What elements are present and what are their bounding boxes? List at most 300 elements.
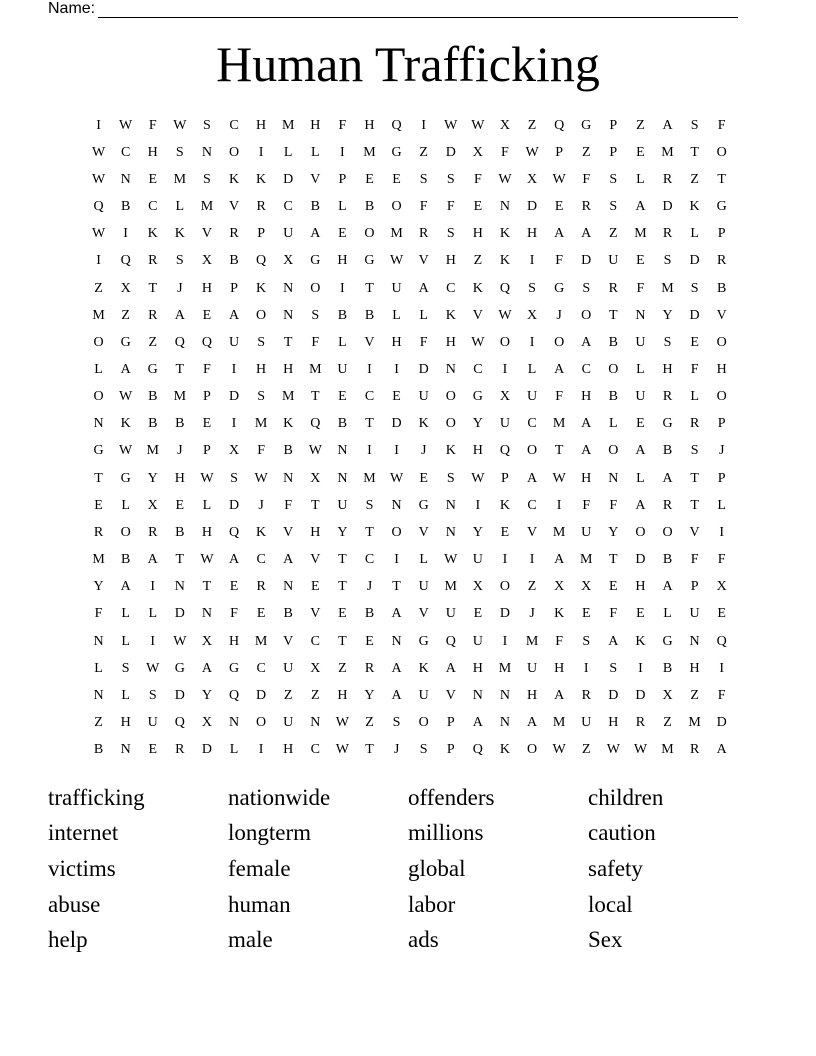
- grid-letter[interactable]: F: [473, 171, 482, 187]
- grid-letter[interactable]: A: [581, 334, 592, 350]
- grid-letter[interactable]: P: [230, 280, 238, 296]
- grid-letter[interactable]: N: [337, 443, 348, 459]
- grid-letter[interactable]: Y: [472, 524, 483, 540]
- grid-letter[interactable]: I: [367, 361, 372, 377]
- grid-letter[interactable]: R: [662, 226, 673, 242]
- grid-letter[interactable]: K: [228, 171, 240, 187]
- grid-letter[interactable]: N: [120, 171, 131, 187]
- grid-letter[interactable]: U: [418, 687, 429, 703]
- grid-letter[interactable]: E: [175, 497, 185, 513]
- grid-letter[interactable]: W: [444, 117, 458, 133]
- grid-letter[interactable]: S: [175, 253, 184, 269]
- grid-letter[interactable]: Q: [93, 199, 104, 215]
- grid-letter[interactable]: W: [633, 742, 648, 758]
- grid-letter[interactable]: V: [418, 253, 429, 269]
- grid-letter[interactable]: N: [499, 715, 511, 731]
- grid-letter[interactable]: L: [419, 307, 428, 323]
- grid-letter[interactable]: N: [201, 144, 212, 160]
- grid-letter[interactable]: H: [581, 389, 592, 405]
- grid-letter[interactable]: D: [228, 389, 240, 405]
- grid-letter[interactable]: J: [393, 742, 400, 758]
- grid-letter[interactable]: E: [473, 606, 483, 622]
- grid-letter[interactable]: L: [94, 361, 103, 377]
- grid-letter[interactable]: Q: [228, 524, 240, 540]
- grid-letter[interactable]: U: [418, 389, 429, 405]
- grid-letter[interactable]: W: [471, 334, 485, 350]
- grid-letter[interactable]: U: [635, 334, 646, 350]
- grid-letter[interactable]: E: [202, 307, 212, 323]
- grid-letter[interactable]: V: [310, 552, 321, 568]
- grid-letter[interactable]: O: [120, 524, 131, 540]
- grid-letter[interactable]: V: [716, 307, 727, 323]
- grid-letter[interactable]: O: [228, 144, 240, 160]
- grid-letter[interactable]: R: [148, 253, 158, 269]
- grid-letter[interactable]: X: [472, 579, 483, 595]
- grid-letter[interactable]: P: [446, 742, 455, 758]
- grid-letter[interactable]: D: [174, 687, 185, 703]
- grid-letter[interactable]: B: [662, 660, 673, 676]
- grid-letter[interactable]: F: [690, 361, 699, 377]
- grid-letter[interactable]: Q: [201, 334, 212, 350]
- grid-letter[interactable]: U: [581, 524, 592, 540]
- grid-letter[interactable]: V: [310, 606, 321, 622]
- grid-letter[interactable]: F: [690, 552, 699, 568]
- grid-letter[interactable]: O: [364, 226, 375, 242]
- grid-letter[interactable]: O: [554, 334, 565, 350]
- grid-letter[interactable]: G: [391, 144, 402, 160]
- grid-letter[interactable]: K: [418, 660, 429, 676]
- grid-letter[interactable]: D: [581, 253, 592, 269]
- grid-letter[interactable]: L: [636, 361, 645, 377]
- grid-letter[interactable]: E: [419, 470, 428, 486]
- grid-letter[interactable]: X: [228, 443, 240, 459]
- grid-letter[interactable]: R: [662, 497, 673, 513]
- grid-letter[interactable]: W: [498, 171, 512, 187]
- grid-letter[interactable]: H: [228, 633, 240, 649]
- grid-letter[interactable]: H: [283, 361, 294, 377]
- grid-letter[interactable]: N: [608, 470, 619, 486]
- grid-letter[interactable]: D: [608, 687, 619, 703]
- grid-letter[interactable]: U: [337, 361, 348, 377]
- grid-letter[interactable]: L: [690, 389, 699, 405]
- grid-letter[interactable]: I: [258, 742, 264, 758]
- grid-letter[interactable]: T: [554, 443, 564, 459]
- grid-letter[interactable]: R: [689, 416, 700, 432]
- grid-letter[interactable]: L: [690, 226, 699, 242]
- grid-letter[interactable]: H: [635, 579, 646, 595]
- grid-letter[interactable]: E: [636, 253, 645, 269]
- grid-letter[interactable]: W: [552, 171, 566, 187]
- grid-letter[interactable]: O: [608, 361, 619, 377]
- grid-letter[interactable]: Z: [148, 334, 158, 350]
- grid-letter[interactable]: Q: [499, 280, 511, 296]
- grid-letter[interactable]: L: [175, 199, 185, 215]
- grid-letter[interactable]: M: [173, 171, 187, 187]
- grid-letter[interactable]: W: [471, 470, 485, 486]
- grid-letter[interactable]: Q: [445, 633, 456, 649]
- grid-letter[interactable]: D: [716, 715, 727, 731]
- grid-letter[interactable]: I: [231, 361, 237, 377]
- grid-letter[interactable]: W: [552, 742, 566, 758]
- grid-letter[interactable]: E: [636, 606, 645, 622]
- grid-letter[interactable]: Z: [581, 144, 591, 160]
- grid-letter[interactable]: I: [340, 280, 345, 296]
- grid-letter[interactable]: B: [364, 606, 375, 622]
- grid-letter[interactable]: X: [310, 660, 321, 676]
- grid-letter[interactable]: F: [338, 117, 347, 133]
- grid-letter[interactable]: M: [281, 117, 295, 133]
- grid-letter[interactable]: L: [121, 497, 130, 513]
- grid-letter[interactable]: W: [146, 660, 160, 676]
- grid-letter[interactable]: H: [201, 524, 212, 540]
- grid-letter[interactable]: G: [662, 416, 673, 432]
- grid-letter[interactable]: A: [201, 660, 212, 676]
- grid-letter[interactable]: A: [174, 307, 185, 323]
- grid-letter[interactable]: I: [475, 497, 481, 513]
- grid-letter[interactable]: T: [311, 497, 320, 513]
- grid-letter[interactable]: A: [581, 443, 592, 459]
- grid-letter[interactable]: S: [663, 253, 672, 269]
- grid-letter[interactable]: S: [365, 497, 374, 513]
- grid-letter[interactable]: A: [228, 307, 240, 323]
- grid-letter[interactable]: V: [201, 226, 212, 242]
- grid-letter[interactable]: E: [500, 524, 510, 540]
- grid-letter[interactable]: G: [418, 497, 429, 513]
- grid-letter[interactable]: N: [283, 579, 294, 595]
- grid-letter[interactable]: P: [338, 171, 347, 187]
- grid-letter[interactable]: T: [94, 470, 103, 486]
- grid-letter[interactable]: K: [256, 524, 267, 540]
- grid-letter[interactable]: J: [366, 579, 373, 595]
- grid-letter[interactable]: A: [228, 552, 240, 568]
- grid-letter[interactable]: U: [499, 416, 511, 432]
- grid-letter[interactable]: J: [177, 280, 183, 296]
- grid-letter[interactable]: E: [473, 199, 483, 215]
- grid-letter[interactable]: A: [554, 552, 565, 568]
- grid-letter[interactable]: A: [662, 579, 673, 595]
- grid-letter[interactable]: X: [283, 253, 294, 269]
- grid-letter[interactable]: L: [419, 552, 428, 568]
- grid-letter[interactable]: X: [526, 171, 538, 187]
- grid-letter[interactable]: H: [554, 660, 565, 676]
- grid-letter[interactable]: W: [119, 117, 133, 133]
- grid-letter[interactable]: W: [606, 742, 620, 758]
- grid-letter[interactable]: T: [175, 552, 185, 568]
- grid-letter[interactable]: Z: [527, 117, 537, 133]
- grid-letter[interactable]: M: [661, 742, 674, 758]
- grid-letter[interactable]: C: [527, 416, 537, 432]
- grid-letter[interactable]: O: [93, 334, 104, 350]
- grid-letter[interactable]: N: [283, 280, 294, 296]
- grid-letter[interactable]: H: [716, 361, 727, 377]
- grid-letter[interactable]: G: [418, 633, 429, 649]
- grid-letter[interactable]: M: [552, 416, 566, 432]
- grid-letter[interactable]: O: [716, 389, 727, 405]
- grid-letter[interactable]: Z: [473, 253, 483, 269]
- grid-letter[interactable]: B: [283, 443, 293, 459]
- grid-letter[interactable]: K: [418, 416, 429, 432]
- grid-letter[interactable]: W: [471, 117, 485, 133]
- grid-letter[interactable]: A: [472, 715, 483, 731]
- grid-letter[interactable]: I: [340, 144, 345, 160]
- grid-letter[interactable]: P: [203, 389, 211, 405]
- grid-letter[interactable]: X: [526, 307, 538, 323]
- grid-letter[interactable]: L: [527, 361, 537, 377]
- grid-letter[interactable]: X: [554, 579, 565, 595]
- grid-letter[interactable]: E: [392, 389, 401, 405]
- grid-letter[interactable]: A: [635, 443, 646, 459]
- grid-letter[interactable]: Z: [311, 687, 320, 703]
- grid-letter[interactable]: H: [147, 144, 158, 160]
- grid-letter[interactable]: W: [173, 633, 187, 649]
- grid-letter[interactable]: R: [635, 715, 646, 731]
- grid-letter[interactable]: L: [636, 171, 645, 187]
- grid-letter[interactable]: H: [689, 660, 700, 676]
- grid-letter[interactable]: E: [690, 334, 699, 350]
- grid-letter[interactable]: X: [499, 117, 511, 133]
- grid-letter[interactable]: F: [717, 117, 726, 133]
- grid-letter[interactable]: N: [445, 361, 456, 377]
- grid-letter[interactable]: X: [716, 579, 727, 595]
- grid-letter[interactable]: Q: [310, 416, 321, 432]
- grid-letter[interactable]: K: [499, 253, 511, 269]
- grid-letter[interactable]: Y: [364, 687, 375, 703]
- grid-letter[interactable]: L: [636, 470, 645, 486]
- grid-letter[interactable]: N: [310, 715, 321, 731]
- grid-letter[interactable]: D: [391, 416, 402, 432]
- grid-letter[interactable]: R: [229, 226, 239, 242]
- grid-letter[interactable]: M: [634, 226, 647, 242]
- grid-letter[interactable]: Z: [690, 171, 699, 187]
- grid-letter[interactable]: X: [120, 280, 131, 296]
- grid-letter[interactable]: F: [148, 117, 157, 133]
- grid-letter[interactable]: S: [446, 226, 455, 242]
- grid-letter[interactable]: S: [175, 144, 184, 160]
- grid-letter[interactable]: H: [391, 334, 402, 350]
- grid-letter[interactable]: H: [472, 660, 483, 676]
- grid-letter[interactable]: E: [338, 389, 347, 405]
- grid-letter[interactable]: M: [92, 307, 105, 323]
- grid-letter[interactable]: I: [638, 660, 643, 676]
- grid-letter[interactable]: Z: [365, 715, 374, 731]
- grid-letter[interactable]: A: [526, 715, 538, 731]
- grid-letter[interactable]: T: [338, 552, 347, 568]
- grid-letter[interactable]: E: [229, 579, 239, 595]
- grid-letter[interactable]: M: [525, 633, 539, 649]
- grid-letter[interactable]: N: [93, 687, 104, 703]
- grid-letter[interactable]: C: [527, 497, 537, 513]
- grid-letter[interactable]: I: [96, 117, 101, 133]
- grid-letter[interactable]: V: [283, 524, 294, 540]
- grid-letter[interactable]: V: [310, 171, 321, 187]
- grid-letter[interactable]: O: [499, 334, 511, 350]
- grid-letter[interactable]: A: [391, 606, 402, 622]
- grid-letter[interactable]: W: [254, 470, 268, 486]
- grid-letter[interactable]: D: [445, 144, 456, 160]
- grid-letter[interactable]: J: [177, 443, 183, 459]
- grid-letter[interactable]: G: [554, 280, 565, 296]
- grid-letter[interactable]: T: [392, 579, 401, 595]
- grid-letter[interactable]: K: [445, 443, 456, 459]
- grid-letter[interactable]: H: [256, 117, 267, 133]
- grid-letter[interactable]: J: [420, 443, 427, 459]
- grid-letter[interactable]: S: [609, 199, 618, 215]
- grid-letter[interactable]: D: [283, 171, 294, 187]
- grid-letter[interactable]: H: [445, 334, 456, 350]
- grid-letter[interactable]: C: [310, 633, 320, 649]
- grid-letter[interactable]: B: [310, 199, 320, 215]
- grid-letter[interactable]: M: [281, 389, 295, 405]
- grid-letter[interactable]: T: [338, 633, 347, 649]
- grid-letter[interactable]: A: [662, 470, 673, 486]
- grid-letter[interactable]: G: [310, 253, 321, 269]
- grid-letter[interactable]: I: [719, 660, 725, 676]
- grid-letter[interactable]: U: [418, 579, 429, 595]
- grid-letter[interactable]: F: [419, 334, 428, 350]
- grid-letter[interactable]: C: [148, 199, 158, 215]
- grid-letter[interactable]: I: [367, 443, 372, 459]
- grid-letter[interactable]: I: [150, 579, 156, 595]
- grid-letter[interactable]: G: [716, 199, 727, 215]
- grid-letter[interactable]: R: [256, 579, 266, 595]
- grid-letter[interactable]: B: [148, 389, 158, 405]
- grid-letter[interactable]: D: [499, 606, 511, 622]
- grid-letter[interactable]: T: [148, 280, 158, 296]
- grid-letter[interactable]: E: [148, 742, 158, 758]
- grid-letter[interactable]: D: [256, 687, 267, 703]
- grid-letter[interactable]: G: [93, 443, 104, 459]
- grid-letter[interactable]: N: [228, 715, 240, 731]
- grid-letter[interactable]: G: [581, 117, 592, 133]
- grid-letter[interactable]: N: [689, 633, 700, 649]
- grid-letter[interactable]: O: [418, 715, 429, 731]
- grid-letter[interactable]: Z: [636, 117, 645, 133]
- grid-letter[interactable]: W: [173, 117, 187, 133]
- grid-letter[interactable]: U: [283, 226, 294, 242]
- grid-letter[interactable]: V: [472, 307, 483, 323]
- grid-letter[interactable]: M: [254, 633, 268, 649]
- grid-letter[interactable]: G: [147, 361, 158, 377]
- grid-letter[interactable]: T: [365, 416, 374, 432]
- grid-letter[interactable]: L: [609, 416, 618, 432]
- grid-letter[interactable]: O: [499, 579, 511, 595]
- grid-letter[interactable]: L: [717, 497, 726, 513]
- grid-letter[interactable]: S: [446, 171, 455, 187]
- grid-letter[interactable]: O: [256, 307, 267, 323]
- grid-letter[interactable]: M: [254, 416, 268, 432]
- grid-letter[interactable]: R: [581, 199, 591, 215]
- grid-letter[interactable]: T: [338, 579, 347, 595]
- grid-letter[interactable]: F: [419, 199, 428, 215]
- grid-letter[interactable]: F: [311, 334, 320, 350]
- grid-letter[interactable]: B: [608, 334, 618, 350]
- grid-letter[interactable]: U: [689, 606, 700, 622]
- grid-letter[interactable]: Q: [174, 715, 185, 731]
- grid-letter[interactable]: A: [608, 633, 619, 649]
- grid-letter[interactable]: Y: [147, 470, 158, 486]
- grid-letter[interactable]: E: [202, 416, 212, 432]
- grid-letter[interactable]: W: [525, 144, 539, 160]
- grid-letter[interactable]: E: [338, 606, 347, 622]
- grid-letter[interactable]: D: [635, 687, 646, 703]
- grid-letter[interactable]: A: [716, 742, 727, 758]
- grid-letter[interactable]: F: [94, 606, 103, 622]
- grid-letter[interactable]: A: [418, 280, 429, 296]
- grid-letter[interactable]: T: [717, 171, 726, 187]
- grid-letter[interactable]: I: [123, 226, 128, 242]
- grid-letter[interactable]: M: [444, 579, 457, 595]
- grid-letter[interactable]: I: [583, 660, 589, 676]
- grid-letter[interactable]: Z: [690, 687, 699, 703]
- grid-letter[interactable]: K: [472, 280, 483, 296]
- grid-letter[interactable]: U: [283, 660, 294, 676]
- grid-letter[interactable]: N: [174, 579, 185, 595]
- grid-letter[interactable]: V: [418, 524, 429, 540]
- grid-letter[interactable]: F: [230, 606, 238, 622]
- grid-letter[interactable]: R: [256, 199, 266, 215]
- grid-letter[interactable]: O: [310, 280, 321, 296]
- grid-letter[interactable]: Y: [608, 524, 619, 540]
- grid-letter[interactable]: M: [688, 715, 701, 731]
- grid-letter[interactable]: M: [498, 660, 512, 676]
- grid-letter[interactable]: H: [445, 253, 456, 269]
- grid-letter[interactable]: X: [201, 633, 212, 649]
- grid-letter[interactable]: E: [94, 497, 103, 513]
- grid-letter[interactable]: Z: [581, 742, 591, 758]
- grid-letter[interactable]: U: [472, 633, 483, 649]
- grid-letter[interactable]: A: [120, 579, 131, 595]
- grid-letter[interactable]: L: [94, 660, 103, 676]
- grid-letter[interactable]: X: [147, 497, 158, 513]
- grid-letter[interactable]: G: [364, 253, 375, 269]
- grid-letter[interactable]: R: [175, 742, 185, 758]
- grid-letter[interactable]: L: [338, 199, 347, 215]
- grid-letter[interactable]: J: [556, 307, 562, 323]
- grid-letter[interactable]: N: [283, 470, 294, 486]
- grid-letter[interactable]: Z: [338, 660, 347, 676]
- grid-letter[interactable]: U: [147, 715, 158, 731]
- grid-letter[interactable]: B: [337, 416, 348, 432]
- grid-letter[interactable]: N: [499, 687, 511, 703]
- grid-letter[interactable]: W: [308, 443, 322, 459]
- grid-letter[interactable]: H: [581, 470, 592, 486]
- grid-letter[interactable]: O: [716, 144, 727, 160]
- grid-letter[interactable]: Z: [419, 144, 428, 160]
- grid-letter[interactable]: I: [421, 117, 426, 133]
- grid-letter[interactable]: N: [201, 606, 212, 622]
- grid-letter[interactable]: W: [119, 443, 133, 459]
- grid-letter[interactable]: C: [446, 280, 456, 296]
- grid-letter[interactable]: S: [690, 117, 699, 133]
- grid-letter[interactable]: G: [228, 660, 240, 676]
- grid-letter[interactable]: F: [609, 606, 618, 622]
- grid-letter[interactable]: W: [389, 253, 404, 269]
- grid-letter[interactable]: T: [690, 470, 699, 486]
- grid-letter[interactable]: K: [499, 497, 511, 513]
- grid-letter[interactable]: F: [555, 633, 564, 649]
- grid-letter[interactable]: S: [419, 742, 428, 758]
- grid-letter[interactable]: N: [283, 307, 294, 323]
- grid-letter[interactable]: L: [392, 307, 401, 323]
- grid-letter[interactable]: E: [636, 144, 645, 160]
- grid-letter[interactable]: P: [609, 144, 618, 160]
- grid-letter[interactable]: J: [718, 443, 725, 459]
- grid-letter[interactable]: T: [690, 144, 699, 160]
- grid-letter[interactable]: W: [91, 171, 106, 187]
- grid-letter[interactable]: M: [173, 389, 187, 405]
- grid-letter[interactable]: S: [257, 334, 265, 350]
- grid-letter[interactable]: W: [444, 552, 458, 568]
